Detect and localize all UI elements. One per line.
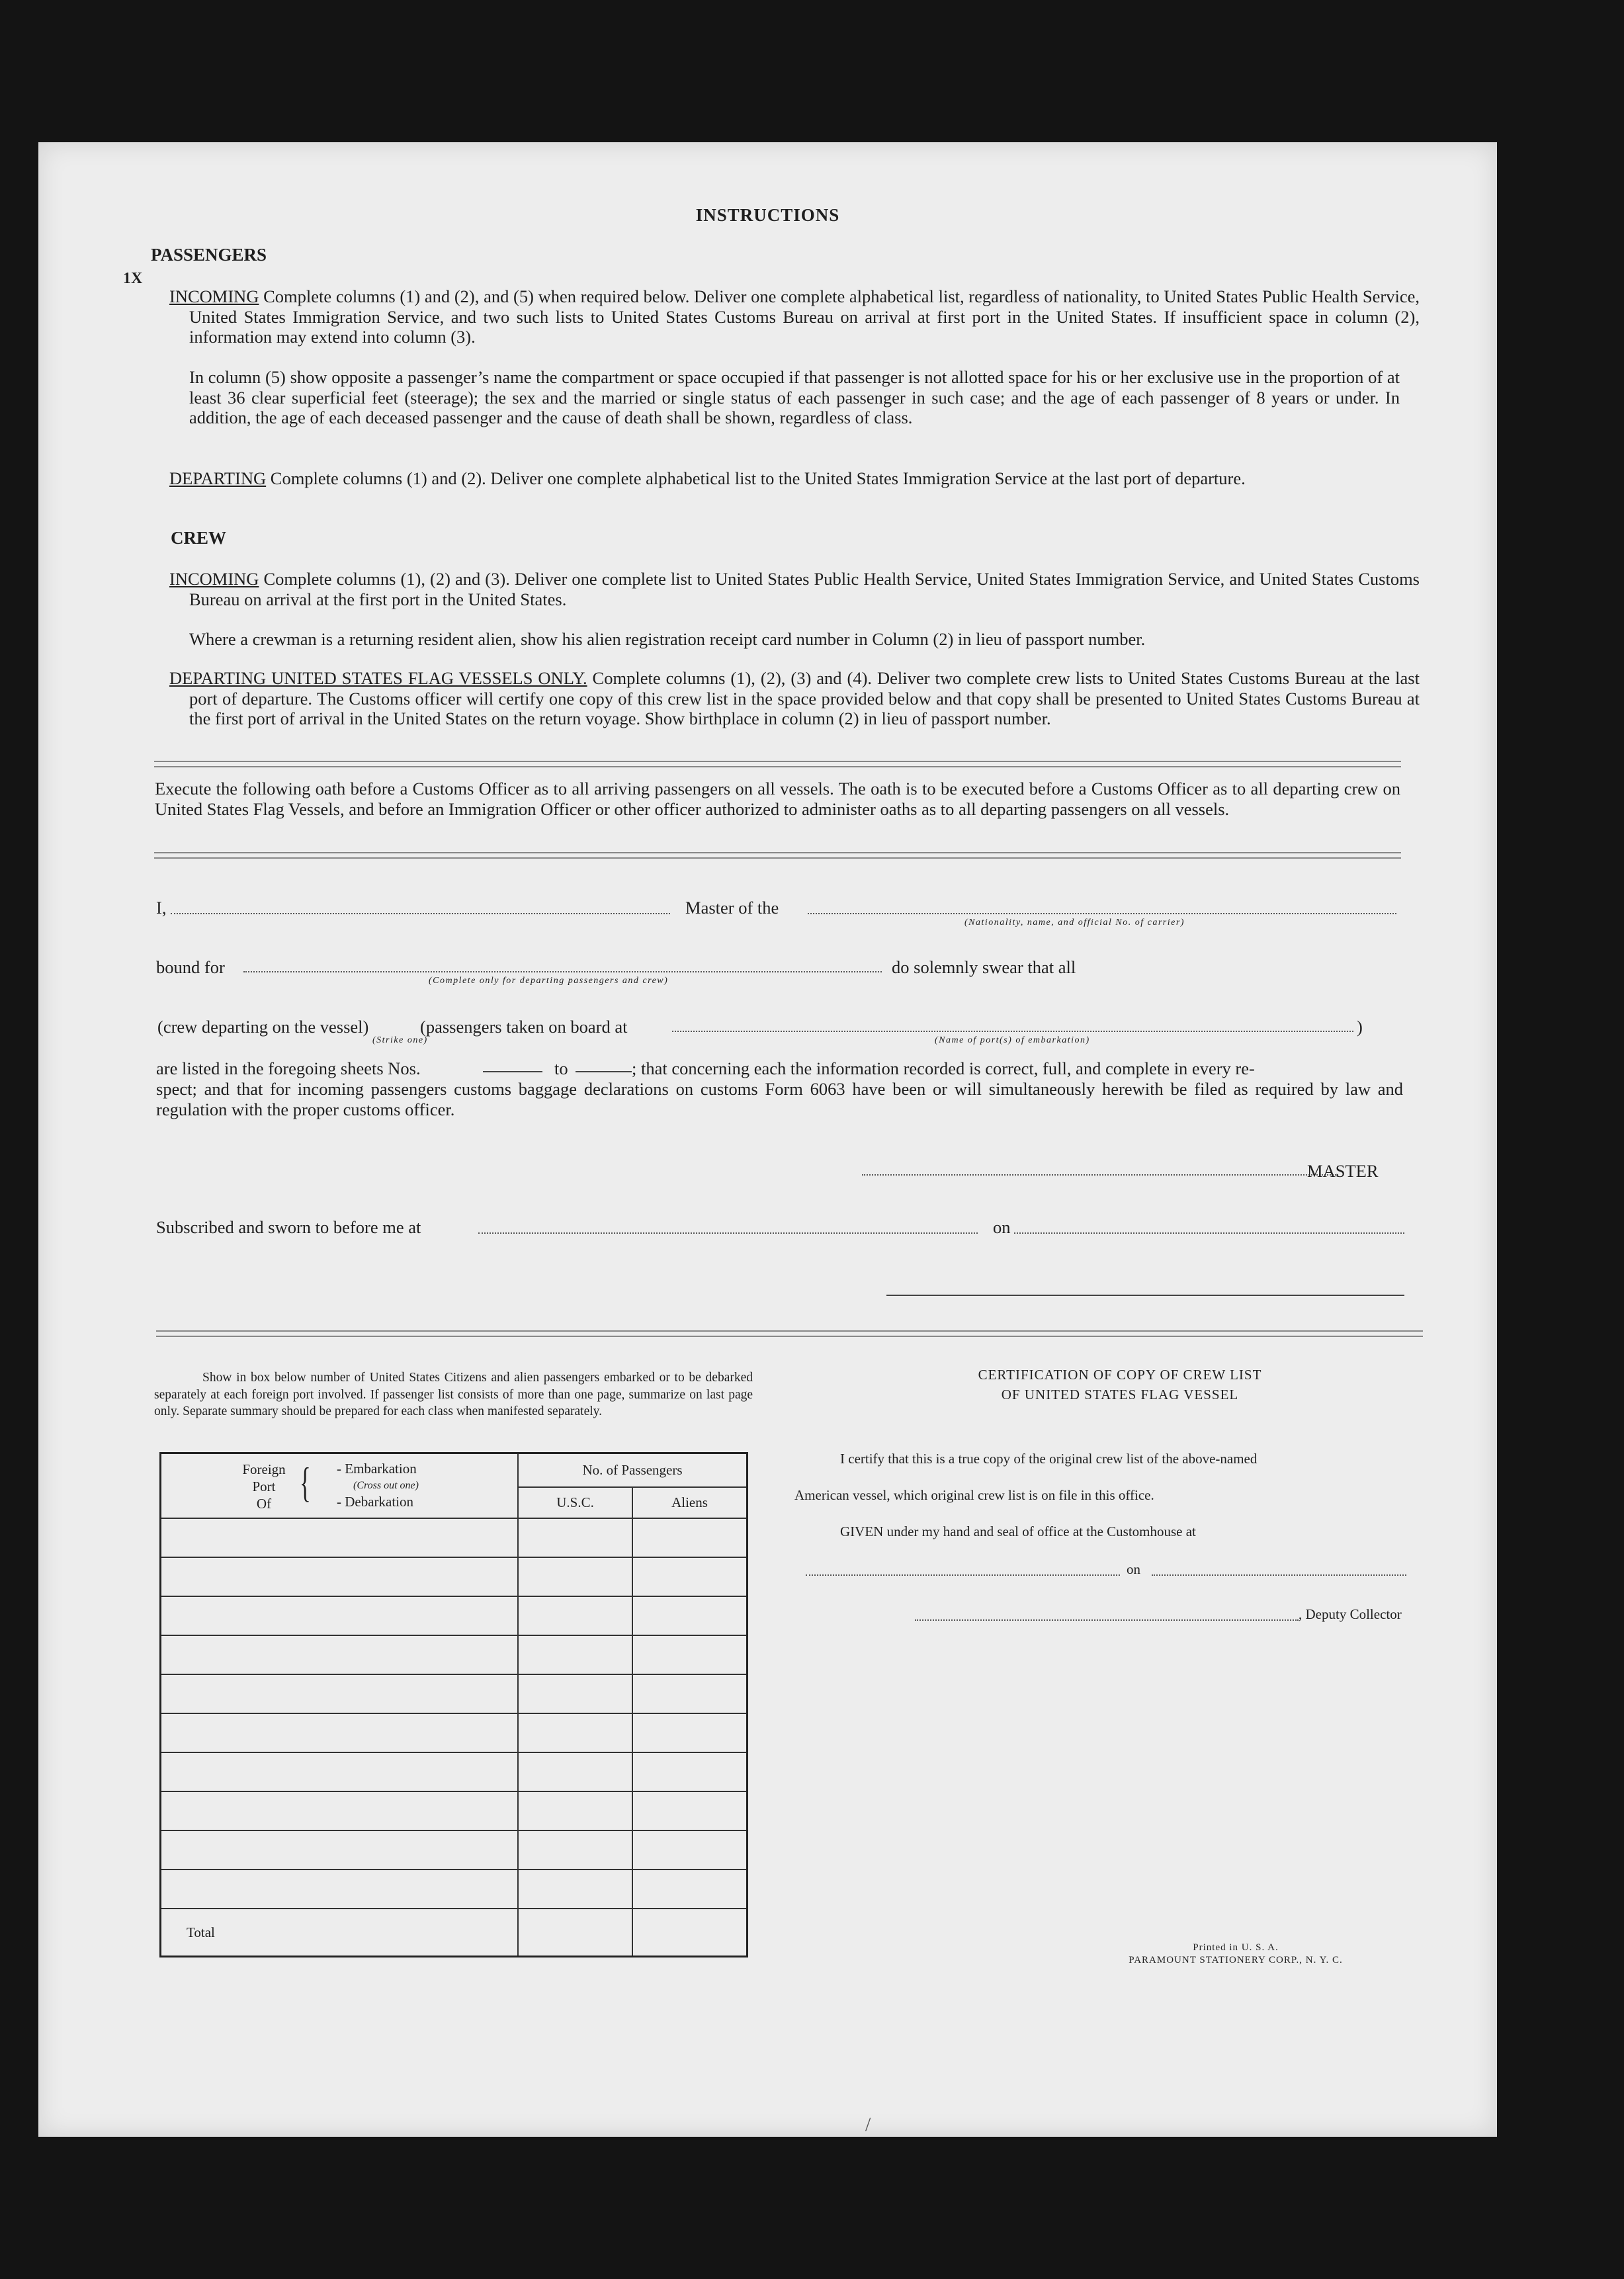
margin-mark: / [865, 2114, 871, 2135]
aliens-cell[interactable] [632, 1596, 747, 1635]
certify-line2: American vessel, which original crew list is on file in this office. [794, 1487, 1154, 1503]
aliens-header: Aliens [632, 1487, 747, 1518]
table-row [161, 1752, 748, 1791]
crew-resident-alien: Where a crewman is a returning resident alien, show his alien registration receipt card number in Column (2) in lieu of passport number. [189, 629, 1146, 649]
of-label: Of [256, 1496, 272, 1512]
bound-for-hint: (Complete only for departing passengers and crew) [429, 976, 669, 986]
foreign-port-header [161, 1453, 519, 1519]
sworn-at-field[interactable] [478, 1232, 978, 1234]
crew-departing [169, 668, 1420, 729]
oath-intro: Execute the following oath before a Customs Officer as to all arriving passengers on all vessels. The oath is to be executed before a Customs Officer as to all departing crew on United States Flag Vessels, and before an Immigration Officer or other officer authorized to administer oaths as to all departing passengers on all vessels. [155, 779, 1400, 819]
officer-signature-field[interactable] [886, 1295, 1404, 1296]
oath-i-label: I, [156, 898, 167, 918]
port-cell[interactable] [161, 1557, 519, 1596]
port-cell[interactable] [161, 1830, 519, 1870]
master-name-field[interactable] [171, 913, 670, 914]
table-row [161, 1635, 748, 1674]
page-title: INSTRUCTIONS [695, 205, 840, 225]
port-cell[interactable] [161, 1870, 519, 1909]
crew-incoming-label: INCOMING [169, 569, 259, 589]
embarkation-hint: (Name of port(s) of embarkation) [935, 1035, 1090, 1045]
certify-line1: I certify that this is a true copy of the original crew list of the above-named [840, 1451, 1258, 1467]
table-row [161, 1713, 748, 1752]
crew-incoming-text: Complete columns (1), (2) and (3). Deliver one complete list to United States Public Health Service, United States Immigration Service, and United States Customs Bureau on arrival at the first port in the United States. [189, 569, 1420, 609]
aliens-cell[interactable] [632, 1870, 747, 1909]
usc-cell[interactable] [518, 1870, 632, 1909]
usc-header: U.S.C. [518, 1487, 632, 1518]
sworn-date-field[interactable] [1014, 1232, 1404, 1234]
usc-total-cell[interactable] [518, 1909, 632, 1957]
passengers-heading: PASSENGERS [151, 245, 267, 265]
no-passengers-header: No. of Passengers [518, 1453, 747, 1487]
embarkation-port-field[interactable] [672, 1031, 1353, 1032]
aliens-cell[interactable] [632, 1557, 747, 1596]
divider [154, 761, 1401, 767]
printer-line1: Printed in U. S. A. [1193, 1942, 1279, 1953]
passenger-summary-table [159, 1452, 748, 1957]
master-of-the-label: Master of the [685, 898, 779, 918]
sheet-from-field[interactable] [483, 1071, 542, 1072]
crew-heading: CREW [171, 528, 227, 548]
bound-for-label: bound for [156, 957, 225, 977]
table-row [161, 1870, 748, 1909]
form-sheet [38, 142, 1497, 2137]
aliens-cell[interactable] [632, 1635, 747, 1674]
aliens-cell[interactable] [632, 1791, 747, 1830]
usc-cell[interactable] [518, 1830, 632, 1870]
customhouse-field[interactable] [806, 1574, 1120, 1576]
on-label: on [993, 1217, 1011, 1237]
sheet-to-field[interactable] [576, 1071, 632, 1072]
port-cell[interactable] [161, 1791, 519, 1830]
to-label: to [554, 1058, 568, 1078]
port-label: Port [252, 1479, 276, 1494]
crew-incoming [169, 569, 1420, 609]
usc-cell[interactable] [518, 1713, 632, 1752]
strike-one-hint: (Strike one) [372, 1035, 428, 1045]
embarkation-option[interactable]: - Embarkation [337, 1461, 417, 1477]
passengers-incoming-label: INCOMING [169, 286, 259, 306]
close-paren: ) [1357, 1017, 1363, 1037]
table-row [161, 1557, 748, 1596]
passengers-incoming [169, 286, 1420, 347]
master-label: MASTER [1307, 1161, 1379, 1181]
listed-in-label: are listed in the foregoing sheets Nos. [156, 1058, 421, 1078]
subscribed-label: Subscribed and sworn to before me at [156, 1217, 421, 1237]
debarkation-option[interactable]: - Debarkation [337, 1494, 414, 1510]
printer-imprint [1057, 1942, 1414, 1967]
certification-title-line1: CERTIFICATION OF COPY OF CREW LIST [978, 1367, 1262, 1383]
usc-cell[interactable] [518, 1596, 632, 1635]
total-label: Total [161, 1909, 519, 1957]
passengers-incoming-text: Complete columns (1) and (2), and (5) when required below. Deliver one complete alphabetical list, regardless of nationality, to United States Public Health Service, United States Immigration Service, and two such lists to United States Customs Bureau on arrival at first port in the United States. If insufficient space in column (2), information may extend into column (3). [189, 286, 1420, 347]
summary-note: Show in box below number of United States Citizens and alien passengers embarked or to be debarked separately at each foreign port involved. If passenger list consists of more than one page, summarize on last page only. Separate summary should be prepared for each class when manifested separately. [154, 1371, 753, 1418]
table-row [161, 1596, 748, 1635]
table-row [161, 1830, 748, 1870]
listed-rest-text: ; that concerning each the information recorded is correct, full, and complete in every re- [632, 1058, 1255, 1078]
port-cell[interactable] [161, 1596, 519, 1635]
aliens-total-cell[interactable] [632, 1909, 747, 1957]
crew-departing-text: Complete columns (1), (2), (3) and (4). Deliver two complete crew lists to United States Customs Bureau at the last port of departure. The Customs officer will certify one copy of this crew list in the space provided below and that copy shall be presented to United States Customs Bureau at the first port of arrival in the United States on the return voyage. Show birthplace in column (2) in lieu of passport number. [189, 668, 1420, 728]
passengers-departing-text: Complete columns (1) and (2). Deliver one complete alphabetical list to the United States Immigration Service at the last port of departure. [266, 468, 1246, 488]
cert-date-field[interactable] [1152, 1574, 1406, 1576]
master-signature-field[interactable] [862, 1174, 1338, 1176]
carrier-field[interactable] [808, 913, 1396, 914]
divider [156, 1330, 1423, 1337]
total-row [161, 1909, 748, 1957]
usc-cell[interactable] [518, 1635, 632, 1674]
aliens-cell[interactable] [632, 1518, 747, 1557]
crew-departing-option[interactable]: (crew departing on the vessel) [157, 1017, 369, 1037]
usc-cell[interactable] [518, 1791, 632, 1830]
deputy-collector-label: , Deputy Collector [1299, 1606, 1402, 1622]
bound-for-field[interactable] [243, 971, 882, 972]
spect-text: spect; and that for incoming passengers customs baggage declarations on customs Form 6063 have been or will simultaneously herewith be filed as required by law and regulation with the proper customs officer. [156, 1079, 1403, 1119]
swear-text: do solemnly swear that all [892, 957, 1076, 977]
port-cell[interactable] [161, 1713, 519, 1752]
divider [154, 852, 1401, 859]
brace-glyph: { [299, 1459, 311, 1506]
cert-on-label: on [1127, 1561, 1140, 1577]
foreign-label: Foreign [242, 1461, 286, 1477]
port-cell[interactable] [161, 1752, 519, 1791]
usc-cell[interactable] [518, 1557, 632, 1596]
aliens-cell[interactable] [632, 1830, 747, 1870]
usc-cell[interactable] [518, 1674, 632, 1713]
table-row [161, 1518, 748, 1557]
port-cell[interactable] [161, 1674, 519, 1713]
usc-cell[interactable] [518, 1752, 632, 1791]
aliens-cell[interactable] [632, 1752, 747, 1791]
printer-line2: PARAMOUNT STATIONERY CORP., N. Y. C. [1129, 1955, 1343, 1965]
margin-mark: 1X [123, 270, 143, 287]
certify-line3: GIVEN under my hand and seal of office at the Customhouse at [840, 1524, 1196, 1539]
carrier-hint: (Nationality, name, and official No. of carrier) [964, 918, 1185, 927]
usc-cell[interactable] [518, 1518, 632, 1557]
passengers-departing [169, 468, 1420, 489]
crew-departing-label: DEPARTING UNITED STATES FLAG VESSELS ONLY. [169, 668, 587, 688]
aliens-cell[interactable] [632, 1713, 747, 1752]
certification-title-line2: OF UNITED STATES FLAG VESSEL [1001, 1387, 1239, 1402]
passengers-column5: In column (5) show opposite a passenger’s name the compartment or space occupied if that passenger is not allotted space for his or her exclusive use in the proportion of at least 36 clear superficial feet (steerage); the sex and the married or single status of each passenger in such case; and the age of each passenger of 8 years or under. In addition, the age of each deceased passenger and the cause of death shall be shown, regardless of class. [189, 367, 1400, 427]
passengers-taken-option[interactable]: (passengers taken on board at [420, 1017, 628, 1037]
cross-out-hint: (Cross out one) [353, 1480, 419, 1491]
certification-title [855, 1365, 1385, 1404]
port-cell[interactable] [161, 1635, 519, 1674]
table-row [161, 1791, 748, 1830]
aliens-cell[interactable] [632, 1674, 747, 1713]
passengers-departing-label: DEPARTING [169, 468, 267, 488]
table-row [161, 1674, 748, 1713]
deputy-signature-field[interactable] [915, 1619, 1299, 1621]
port-cell[interactable] [161, 1518, 519, 1557]
